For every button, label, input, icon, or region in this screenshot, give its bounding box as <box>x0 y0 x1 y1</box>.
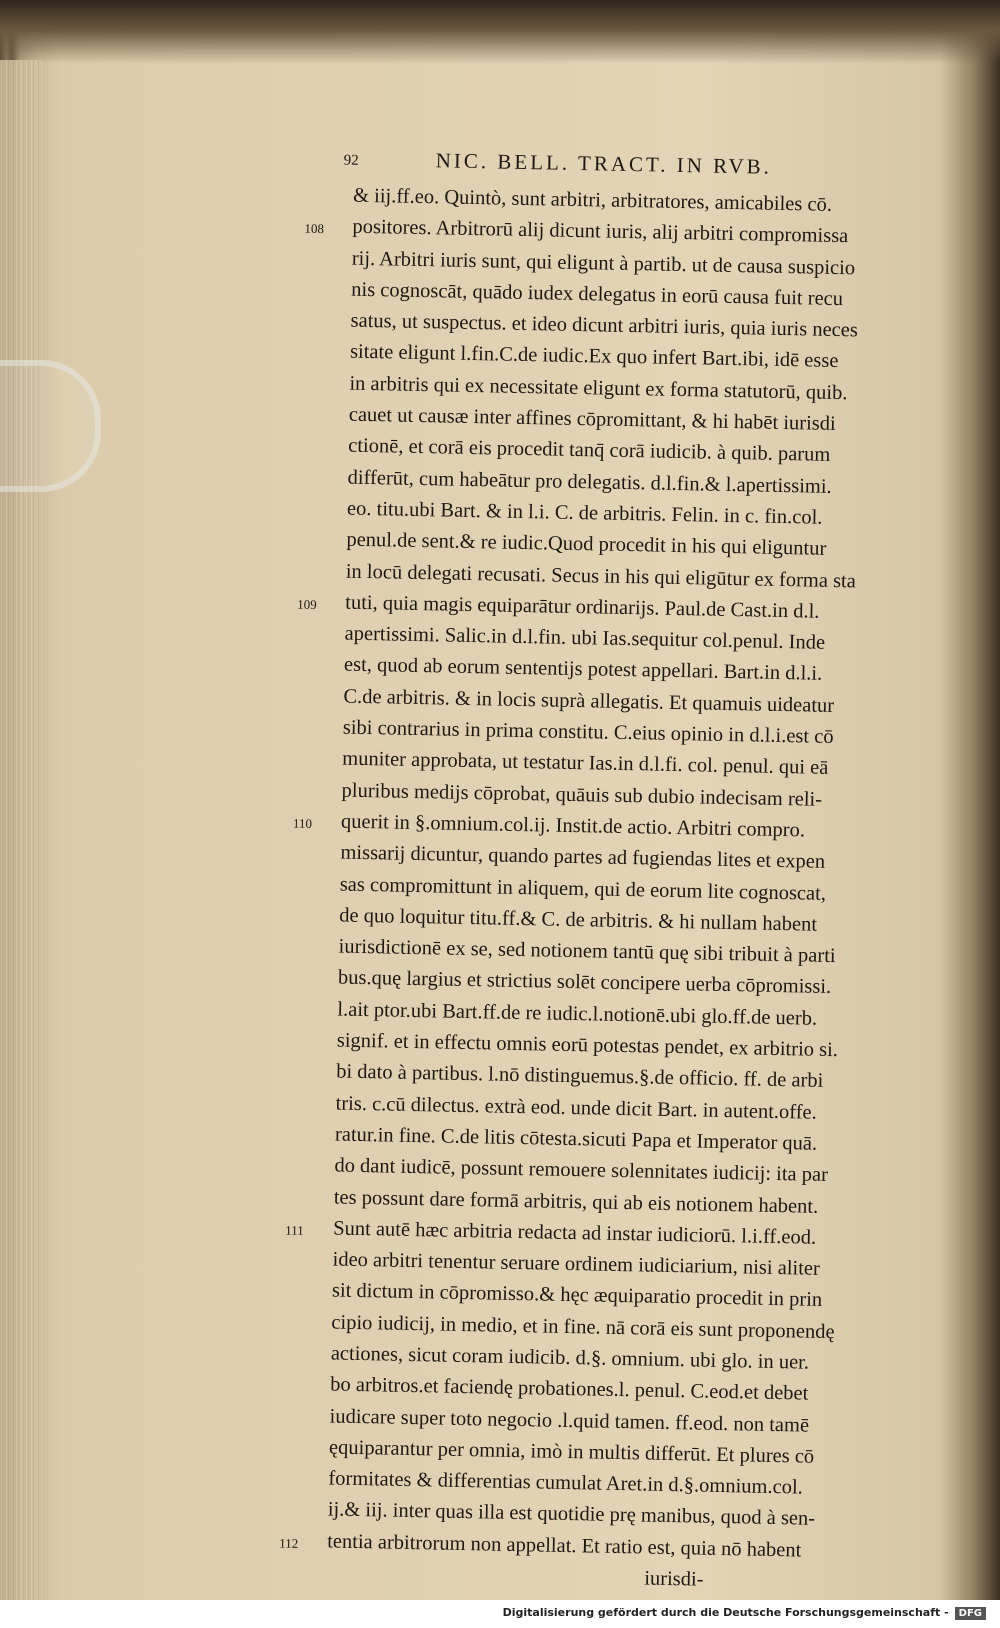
margin-number <box>290 964 330 965</box>
margin-number <box>302 338 342 339</box>
line-text: missarij dicuntur, quando partes ad fugiendas lites et expen <box>340 841 826 874</box>
page-edges <box>0 60 42 1600</box>
margin-number: 109 <box>297 596 317 612</box>
line-text: in arbitris qui ex necessitate eligunt ex forma statutorū, quib. <box>349 372 848 404</box>
margin-number <box>282 1371 322 1372</box>
margin-number <box>302 370 342 371</box>
margin-number <box>290 995 330 996</box>
line-text: querit in §.omnium.col.ij. Instit.de actio. Arbitri compro. <box>340 810 806 842</box>
line-text: positores. Arbitrorū alij dicunt iuris, alij arbitri compromissa <box>352 215 849 248</box>
line-text: est, quod ab eorum sententijs potest appellari. Bart.in d.l.i. <box>343 654 823 686</box>
page-clip <box>0 360 101 492</box>
margin-number <box>303 307 343 308</box>
line-text: ideo arbitri tenentur seruare ordinem iudiciarium, nisi aliter <box>332 1248 821 1280</box>
margin-number <box>291 901 331 902</box>
margin-number <box>282 1402 322 1403</box>
line-text: sibi contrarius in prima constitu. C.eius opinio in d.l.i.est cō <box>342 716 834 749</box>
line-text: pluribus medijs cōprobat, quāuis sub dubio indecisam reli- <box>341 779 823 811</box>
margin-number <box>284 1277 324 1278</box>
line-text: cipio iudicij, in medio, et in fine. nā corā eis sunt proponendę <box>331 1311 835 1343</box>
dfg-logo: DFG <box>955 1607 986 1620</box>
margin-number <box>287 1152 327 1153</box>
footer-bar <box>0 1600 1000 1628</box>
margin-number <box>284 1308 324 1309</box>
line-text: bi dato à partibus. l.nō distinguemus.§.de officio. ff. de arbi <box>336 1060 824 1093</box>
line-text: penul.de sent.& re iudic.Quod procedit in his qui eliguntur <box>346 528 827 561</box>
margin-number <box>283 1340 323 1341</box>
margin-number <box>289 1027 329 1028</box>
line-text: sitate eligunt l.fin.C.de iudic.Ex quo infert Bart.ibi, idē esse <box>349 341 839 373</box>
line-text: ctionē, et corā eis procedit tanq̄ corā iudicib. à quib. parum <box>348 435 831 467</box>
running-head: NIC. BELL. TRACT. IN RVB. <box>435 148 773 179</box>
line-text: C.de arbitris. & in locis suprà allegatis. Et quamuis uideatur <box>343 685 835 717</box>
line-text: iudicare super toto negocio .l.quid tamen. ff.eod. non tamē <box>329 1405 810 1437</box>
line-text: tentia arbitrorum non appellat. Et ratio est, quia nō habent <box>327 1530 802 1562</box>
margin-number: 108 <box>304 221 325 237</box>
line-text: eo. titu.ubi Bart. & in l.i. C. de arbitris. Felin. in c. fin.col. <box>346 497 823 529</box>
folio-number: 92 <box>343 152 359 169</box>
margin-number <box>294 776 334 777</box>
margin-number <box>299 495 339 496</box>
line-text: tes possunt dare formā arbitris, qui ab eis notionem habent. <box>333 1185 819 1218</box>
margin-number <box>304 276 344 277</box>
margin-number <box>281 1465 321 1466</box>
margin-number <box>301 432 341 433</box>
line-text: rij. Arbitri iuris sunt, qui eligunt à partib. ut de causa suspicio <box>351 247 856 279</box>
line-text: ęquiparantur per omnia, imò in multis differūt. Et plures cō <box>328 1436 815 1468</box>
line-text: muniter approbata, ut testatur Ias.in d.l.fi. col. penul. qui eā <box>342 747 829 780</box>
margin-number <box>296 682 336 683</box>
footer-credit-text: Digitalisierung gefördert durch die Deutsche Forschungsgemeinschaft - <box>502 1606 949 1619</box>
footer-credit <box>503 1606 986 1620</box>
margin-number <box>281 1433 321 1434</box>
line-text: & iij.ff.eo. Quintò, sunt arbitri, arbitratores, amicabiles cō. <box>352 184 833 216</box>
line-text: bus.quę largius et strictius solēt concipere uerba cōpromissi. <box>337 966 832 999</box>
margin-number <box>287 1120 327 1121</box>
margin-number: 111 <box>285 1222 304 1238</box>
line-text: cauet ut causæ inter affines cōpromittant, & hi habēt iurisdi <box>348 403 836 436</box>
margin-number <box>301 401 341 402</box>
line-text: signif. et in effectu omnis eorū potestas pendet, ex arbitrio si. <box>336 1029 839 1062</box>
line-text: iurisdictionē ex se, sed notionem tantū quę sibi tribuit à parti <box>338 935 836 968</box>
text-block <box>279 146 936 1600</box>
line-text: actiones, sicut coram iudicib. d.§. omnium. ubi glo. in uer. <box>330 1342 810 1374</box>
margin-number <box>299 526 339 527</box>
line-text: Sunt autē hæc arbitria redacta ad instar iudiciorū. l.i.ff.eod. <box>333 1217 817 1249</box>
line-text: sit dictum in cōpromisso.& hęc æquiparatio procedit in prin <box>331 1279 823 1312</box>
line-text: tris. c.cū dilectus. extrà eod. unde dicit Bart. in autent.offe. <box>335 1092 817 1124</box>
margin-number <box>300 463 340 464</box>
margin-number: 112 <box>279 1535 299 1551</box>
margin-number <box>288 1058 328 1059</box>
line-text: de quo loquitur titu.ff.& C. de arbitris. & hi nullam habent <box>339 904 818 936</box>
margin-number <box>295 714 335 715</box>
line-text: sas compromittunt in aliquem, qui de eorum lite cognoscat, <box>339 873 827 905</box>
margin-number <box>305 182 345 183</box>
top-shadow <box>0 0 1000 64</box>
line-text: l.ait ptor.ubi Bart.ff.de re iudic.l.notionē.ubi glo.ff.de uerb. <box>337 998 818 1030</box>
line-text: bo arbitros.et faciendę probationes.l. penul. C.eod.et debet <box>330 1373 809 1405</box>
line-text: apertissimi. Salic.in d.l.fin. ubi Ias.sequitur col.penul. Inde <box>344 622 826 654</box>
margin-number <box>298 557 338 558</box>
line-text: in locū delegati recusati. Secus in his qui eligūtur ex forma sta <box>345 560 857 592</box>
line-text: satus, ut suspectus. et ideo dicunt arbitri iuris, quia iuris neces <box>350 309 859 342</box>
line-text: differūt, cum habeātur pro delegatis. d.l.fin.& l.apertissimi. <box>347 466 832 498</box>
margin-number <box>296 651 336 652</box>
margin-number <box>288 1089 328 1090</box>
line-text: nis cognoscāt, quādo iudex delegatus in eorū causa fuit recu <box>351 278 844 310</box>
line-text: ij.& iij. inter quas illa est quotidie prę manibus, quod à sen- <box>327 1498 816 1531</box>
line-text: ratur.in fine. C.de litis cōtesta.sicuti Papa et Imperator quā. <box>334 1123 818 1155</box>
line-text: do dant iudicē, possunt remouere solennitates iudicij: ita par <box>334 1154 829 1187</box>
margin-number <box>291 933 331 934</box>
margin-number <box>292 870 332 871</box>
line-text: iurisdi- <box>326 1561 704 1591</box>
line-text: formitates & differentias cumulat Aret.in d.§.omnium.col. <box>328 1467 803 1499</box>
margin-number <box>280 1496 320 1497</box>
body-text <box>279 180 935 1600</box>
margin-number <box>286 1183 326 1184</box>
margin-number <box>294 745 334 746</box>
line-text: tuti, quia magis equiparātur ordinarijs. Paul.de Cast.in d.l. <box>345 591 820 623</box>
margin-number: 110 <box>292 815 313 831</box>
